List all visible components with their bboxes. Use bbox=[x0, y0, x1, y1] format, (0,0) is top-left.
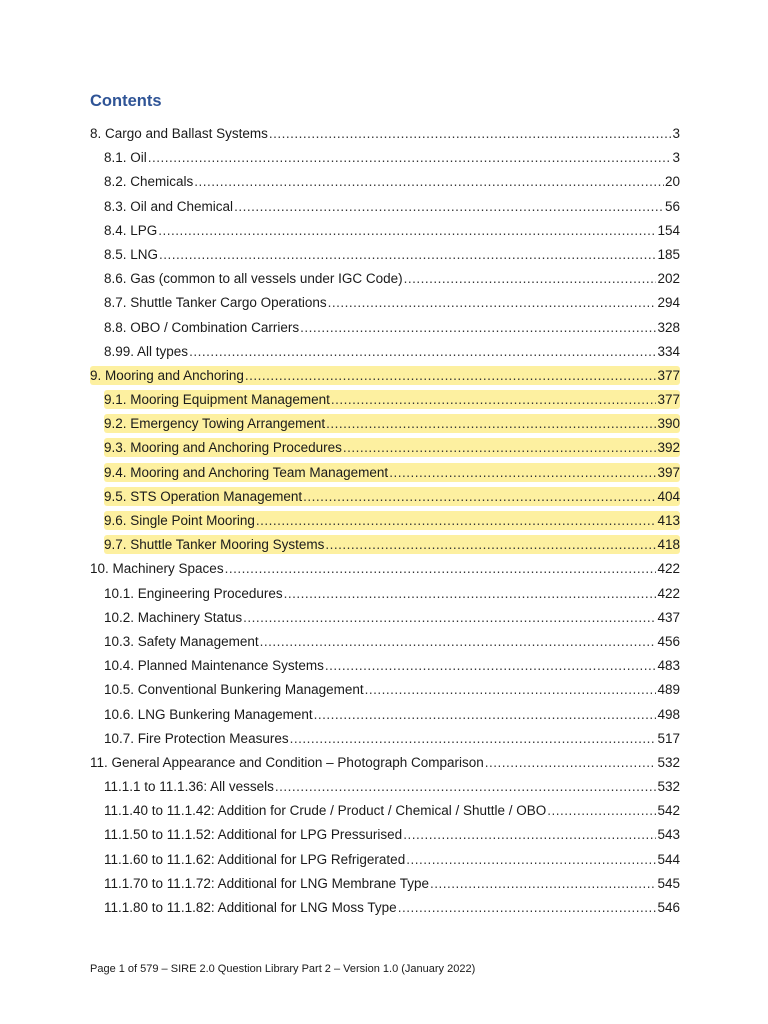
toc-entry[interactable] bbox=[90, 703, 680, 727]
toc-entry-page-number: 334 bbox=[657, 343, 680, 359]
toc-entry-label: 10.5. Conventional Bunkering Management bbox=[104, 682, 364, 698]
toc-entry-page-number: 3 bbox=[672, 150, 680, 166]
toc-entry-page-number: 422 bbox=[657, 561, 680, 577]
toc-entry-label: 10.2. Machinery Status bbox=[104, 609, 243, 625]
dot-leader bbox=[275, 777, 657, 796]
dot-leader bbox=[547, 801, 656, 820]
dot-leader bbox=[300, 318, 656, 337]
dot-leader bbox=[234, 197, 664, 216]
highlighted-entry-band bbox=[104, 390, 680, 409]
toc-entry[interactable] bbox=[90, 291, 680, 315]
toc-entry[interactable] bbox=[90, 799, 680, 823]
highlighted-entry-band bbox=[90, 366, 680, 385]
toc-entry-band bbox=[104, 632, 680, 651]
toc-entry[interactable] bbox=[90, 485, 680, 509]
toc-entry-band bbox=[104, 850, 680, 869]
toc-entry-label: 11. General Appearance and Condition – Photograph Comparison bbox=[90, 754, 484, 770]
toc-entry-band bbox=[104, 656, 680, 675]
toc-entry-band bbox=[104, 148, 680, 167]
toc-entry[interactable] bbox=[90, 533, 680, 557]
toc-entry-label: 11.1.70 to 11.1.72: Additional for LNG Membrane Type bbox=[104, 875, 429, 891]
toc-entry-page-number: 498 bbox=[657, 706, 680, 722]
dot-leader bbox=[430, 874, 657, 893]
toc-entry-label: 11.1.60 to 11.1.62: Additional for LPG Refrigerated bbox=[104, 851, 406, 867]
toc-entry-page-number: 437 bbox=[657, 609, 680, 625]
contents-heading: Contents bbox=[90, 92, 162, 110]
toc-entry[interactable] bbox=[90, 727, 680, 751]
highlighted-entry-band bbox=[104, 487, 680, 506]
toc-entry[interactable] bbox=[90, 267, 680, 291]
toc-entry-label: 8.8. OBO / Combination Carriers bbox=[104, 319, 300, 335]
highlighted-entry-band bbox=[104, 463, 680, 482]
dot-leader bbox=[328, 293, 657, 312]
dot-leader bbox=[404, 269, 657, 288]
toc-entry-label: 8. Cargo and Ballast Systems bbox=[90, 126, 268, 141]
toc-entry[interactable] bbox=[90, 775, 680, 799]
toc-entry-label: 9.2. Emergency Towing Arrangement bbox=[104, 416, 326, 432]
toc-entry-page-number: 202 bbox=[657, 271, 680, 287]
toc-entry-label: 10.3. Safety Management bbox=[104, 633, 259, 649]
toc-entry-band bbox=[104, 874, 680, 893]
toc-entry[interactable] bbox=[90, 872, 680, 896]
toc-entry-page-number: 392 bbox=[657, 440, 680, 456]
toc-entry-label: 9.6. Single Point Mooring bbox=[104, 513, 255, 528]
toc-entry-band bbox=[90, 124, 680, 143]
dot-leader bbox=[189, 342, 656, 361]
toc-entry-page-number: 154 bbox=[657, 222, 680, 238]
toc-entry-page-number: 404 bbox=[657, 488, 680, 504]
toc-entry-label: 9.1. Mooring Equipment Management bbox=[104, 392, 330, 408]
toc-entry-band bbox=[104, 680, 680, 699]
dot-leader bbox=[314, 705, 657, 724]
toc-entry-page-number: 390 bbox=[657, 416, 680, 432]
toc-entry-page-number: 3 bbox=[672, 126, 680, 141]
toc-entry-page-number: 546 bbox=[657, 900, 680, 915]
toc-entry-page-number: 185 bbox=[657, 246, 680, 262]
toc-entry-label: 10.4. Planned Maintenance Systems bbox=[104, 658, 324, 674]
toc-entry-band bbox=[90, 559, 680, 578]
toc-entry-page-number: 543 bbox=[657, 827, 680, 843]
toc-entry-page-number: 456 bbox=[657, 633, 680, 649]
toc-entry-page-number: 483 bbox=[657, 658, 680, 674]
dot-leader bbox=[245, 366, 657, 385]
toc-entry-page-number: 517 bbox=[657, 730, 680, 746]
toc-entry-label: 8.2. Chemicals bbox=[104, 174, 194, 190]
toc-entry[interactable] bbox=[90, 316, 680, 340]
dot-leader bbox=[158, 221, 656, 240]
table-of-contents bbox=[90, 122, 680, 920]
dot-leader bbox=[403, 825, 656, 844]
toc-entry[interactable] bbox=[90, 896, 680, 920]
dot-leader bbox=[225, 559, 657, 578]
toc-entry[interactable] bbox=[90, 630, 680, 654]
dot-leader bbox=[331, 390, 657, 409]
toc-entry-label: 10.7. Fire Protection Measures bbox=[104, 730, 289, 746]
toc-entry[interactable] bbox=[90, 461, 680, 485]
toc-entry-label: 10.1. Engineering Procedures bbox=[104, 585, 283, 601]
toc-entry-band bbox=[104, 898, 680, 917]
toc-entry-label: 11.1.50 to 11.1.52: Additional for LPG Pressurised bbox=[104, 827, 403, 843]
toc-entry-label: 8.4. LPG bbox=[104, 222, 158, 238]
toc-entry-label: 8.99. All types bbox=[104, 343, 189, 359]
dot-leader bbox=[243, 608, 656, 627]
toc-entry-label: 11.1.1 to 11.1.36: All vessels bbox=[104, 779, 274, 795]
toc-entry-label: 11.1.40 to 11.1.42: Addition for Crude / Product / Chemical / Shuttle / OBO bbox=[104, 803, 547, 819]
toc-entry-page-number: 20 bbox=[664, 174, 680, 190]
toc-entry-label: 9.3. Mooring and Anchoring Procedures bbox=[104, 440, 342, 456]
toc-entry[interactable] bbox=[90, 848, 680, 872]
toc-entry-label: 10.6. LNG Bunkering Management bbox=[104, 706, 313, 722]
toc-entry-page-number: 377 bbox=[657, 367, 680, 383]
toc-entry-label: 10. Machinery Spaces bbox=[90, 561, 224, 577]
toc-entry-band bbox=[104, 705, 680, 724]
toc-entry-band bbox=[104, 729, 680, 748]
toc-entry[interactable] bbox=[90, 751, 680, 775]
toc-entry-label: 11.1.80 to 11.1.82: Additional for LNG Moss Type bbox=[104, 900, 397, 915]
page-footer: Page 1 of 579 – SIRE 2.0 Question Library Part 2 – Version 1.0 (January 2022) bbox=[90, 963, 476, 975]
highlighted-entry-band bbox=[104, 535, 680, 554]
toc-entry-band bbox=[104, 801, 680, 820]
toc-entry-band bbox=[104, 269, 680, 288]
toc-entry-band bbox=[104, 293, 680, 312]
toc-entry-label: 9. Mooring and Anchoring bbox=[90, 367, 244, 383]
toc-entry[interactable] bbox=[90, 678, 680, 702]
dot-leader bbox=[148, 148, 672, 167]
toc-entry-label: 9.5. STS Operation Management bbox=[104, 488, 303, 504]
toc-entry-band bbox=[104, 245, 680, 264]
toc-entry[interactable] bbox=[90, 122, 680, 146]
toc-entry[interactable] bbox=[90, 582, 680, 606]
toc-entry-label: 8.1. Oil bbox=[104, 150, 147, 166]
toc-entry-page-number: 545 bbox=[657, 875, 680, 891]
toc-entry-page-number: 422 bbox=[657, 585, 680, 601]
toc-entry-band bbox=[104, 608, 680, 627]
dot-leader bbox=[290, 729, 657, 748]
toc-entry-page-number: 544 bbox=[657, 851, 680, 867]
toc-entry[interactable] bbox=[90, 654, 680, 678]
toc-entry[interactable] bbox=[90, 219, 680, 243]
toc-entry-band bbox=[90, 753, 680, 772]
dot-leader bbox=[398, 898, 657, 917]
dot-leader bbox=[365, 680, 657, 699]
toc-entry-page-number: 532 bbox=[657, 779, 680, 795]
dot-leader bbox=[343, 438, 657, 457]
toc-entry-page-number: 294 bbox=[657, 295, 680, 311]
highlighted-entry-band bbox=[104, 414, 680, 433]
toc-entry[interactable] bbox=[90, 146, 680, 170]
toc-entry-band bbox=[104, 197, 680, 216]
toc-entry[interactable] bbox=[90, 823, 680, 847]
toc-entry-page-number: 56 bbox=[664, 198, 680, 214]
toc-entry[interactable] bbox=[90, 170, 680, 194]
toc-entry[interactable] bbox=[90, 364, 680, 388]
toc-entry-band bbox=[104, 221, 680, 240]
dot-leader bbox=[303, 487, 656, 506]
toc-entry-page-number: 418 bbox=[657, 537, 680, 553]
highlighted-entry-band bbox=[104, 511, 680, 530]
toc-entry-band bbox=[104, 318, 680, 337]
toc-entry-page-number: 377 bbox=[657, 392, 680, 408]
toc-entry-page-number: 542 bbox=[657, 803, 680, 819]
toc-entry-page-number: 413 bbox=[657, 513, 680, 528]
toc-entry[interactable] bbox=[90, 412, 680, 436]
dot-leader bbox=[326, 414, 656, 433]
dot-leader bbox=[260, 632, 657, 651]
dot-leader bbox=[406, 850, 656, 869]
toc-entry-page-number: 328 bbox=[657, 319, 680, 335]
dot-leader bbox=[325, 656, 657, 675]
toc-entry[interactable] bbox=[90, 436, 680, 460]
dot-leader bbox=[284, 584, 657, 603]
toc-entry-band bbox=[104, 825, 680, 844]
toc-entry[interactable] bbox=[90, 557, 680, 581]
toc-entry[interactable] bbox=[90, 243, 680, 267]
toc-entry-page-number: 489 bbox=[657, 682, 680, 698]
dot-leader bbox=[269, 124, 672, 143]
toc-entry[interactable] bbox=[90, 388, 680, 412]
toc-entry-label: 9.4. Mooring and Anchoring Team Management bbox=[104, 464, 389, 480]
toc-entry[interactable] bbox=[90, 340, 680, 364]
dot-leader bbox=[194, 172, 664, 191]
toc-entry-label: 8.7. Shuttle Tanker Cargo Operations bbox=[104, 295, 327, 311]
toc-entry-label: 8.6. Gas (common to all vessels under IGC Code) bbox=[104, 271, 403, 287]
toc-entry-page-number: 397 bbox=[657, 464, 680, 480]
toc-entry[interactable] bbox=[90, 509, 680, 533]
dot-leader bbox=[485, 753, 657, 772]
toc-entry-band bbox=[104, 172, 680, 191]
toc-entry-label: 8.3. Oil and Chemical bbox=[104, 198, 234, 214]
dot-leader bbox=[159, 245, 656, 264]
toc-entry-label: 8.5. LNG bbox=[104, 246, 159, 262]
dot-leader bbox=[389, 463, 656, 482]
highlighted-entry-band bbox=[104, 438, 680, 457]
dot-leader bbox=[325, 535, 656, 554]
toc-entry[interactable] bbox=[90, 195, 680, 219]
toc-entry-page-number: 532 bbox=[657, 754, 680, 770]
toc-entry-label: 9.7. Shuttle Tanker Mooring Systems bbox=[104, 537, 325, 553]
toc-entry-band bbox=[104, 777, 680, 796]
dot-leader bbox=[256, 511, 657, 530]
toc-entry-band bbox=[104, 584, 680, 603]
toc-entry[interactable] bbox=[90, 606, 680, 630]
toc-entry-band bbox=[104, 342, 680, 361]
